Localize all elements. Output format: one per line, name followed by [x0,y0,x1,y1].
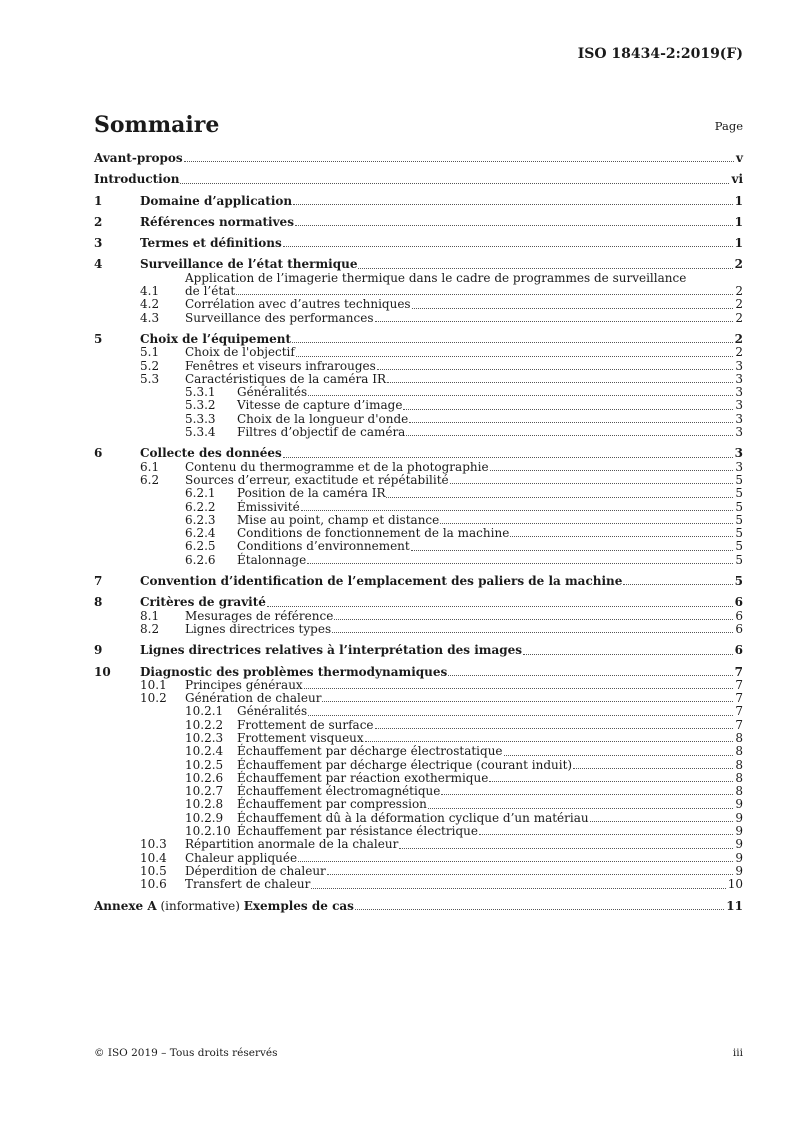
dot-leader [358,268,732,269]
toc-entry-page: 7 [735,677,743,692]
toc-entry[interactable] [94,312,743,325]
toc-entry-page: v [736,151,743,165]
toc-entry-number: 10 [94,664,111,679]
toc-entry-page: 8 [735,744,743,759]
toc-entry[interactable] [94,272,743,299]
toc-entry-number: 10.2.7 [185,784,224,799]
toc-entry-number: 4.1 [140,284,160,299]
toc-entry[interactable] [94,759,743,772]
dot-leader [327,874,734,875]
toc-entry-title: Échauffement dû à la déformation cyclique d’un matériau [237,810,589,825]
dot-leader [283,457,733,458]
toc-entry-number: 6.2.4 [185,526,216,541]
toc-entry-number: 5.3.4 [185,425,216,440]
dot-leader [332,632,733,633]
toc-entry-number: 8.2 [140,621,160,636]
toc-entry-number: 2 [94,214,103,229]
toc-entry-page: 3 [735,398,743,413]
toc-entry-title: Vitesse de capture d’image [237,398,403,413]
dot-leader [334,619,733,620]
toc-entry[interactable] [94,596,743,609]
toc-entry-page: 5 [735,499,743,514]
dot-leader [184,161,734,162]
dot-leader [365,741,734,742]
toc-entry-title: Échauffement par compression [237,797,427,812]
dot-leader [409,422,733,423]
dot-leader [375,728,734,729]
toc-entry[interactable] [94,413,743,426]
dot-leader [307,563,733,564]
toc-entry-number: 10.2.8 [185,797,224,812]
dot-leader [573,768,733,769]
toc-entry-number: 10.2.4 [185,744,224,759]
toc-entry-page: 9 [735,810,743,825]
dot-leader [301,510,734,511]
toc-entry-page: 8 [735,757,743,772]
annex-type: (informative) [156,898,244,913]
toc-entry[interactable] [94,461,743,474]
toc-entry-number: 5 [94,331,103,346]
toc-entry-title: Transfert de chaleur [185,877,311,892]
toc-entry[interactable] [94,610,743,623]
dot-leader [450,483,734,484]
dot-leader [406,435,733,436]
toc-entry-page: 5 [735,552,743,567]
dot-leader [377,369,734,370]
toc-entry-number: 10.2.3 [185,730,224,745]
toc-entry-title: Contenu du thermogramme et de la photographie [185,459,489,474]
dot-leader [403,409,733,410]
toc-entry-page: 1 [734,193,743,208]
dot-leader [308,395,733,396]
toc-entry[interactable] [94,152,743,165]
annex-prefix: Annexe A [94,898,157,913]
toc-entry-title: Principes généraux [185,677,303,692]
toc-entry-title: Choix de l’équipement [140,331,292,346]
dot-leader [236,294,733,295]
toc-entry-page: 5 [735,539,743,554]
toc-entry-number: 10.2.10 [185,824,231,839]
toc-entry[interactable] [94,298,743,311]
toc-entry-number: 5.3.2 [185,398,216,413]
toc-entry-title: Surveillance des performances [185,310,374,325]
toc-entry[interactable] [94,346,743,359]
toc-entry-title: Choix de l'objectif [185,345,295,360]
toc-entry-page: 1 [734,214,743,229]
toc-entry-title: Échauffement par réaction exothermique [237,770,489,785]
toc-entry-number: 6.2.3 [185,512,216,527]
toc-entry-title: Position de la caméra IR [237,486,386,501]
toc-entry-page: 3 [735,411,743,426]
toc-entry-page: 1 [734,236,743,251]
toc-entry-page: 3 [735,385,743,400]
dot-leader [441,794,733,795]
toc-entry[interactable] [94,705,743,718]
dot-leader [308,715,733,716]
toc-entry-page: 3 [735,371,743,386]
toc-entry[interactable] [94,798,743,811]
toc-entry[interactable] [94,865,743,878]
dot-leader [296,356,734,357]
toc-entry[interactable] [94,852,743,865]
toc-entry[interactable] [94,333,743,346]
toc-entry-title: Échauffement électromagnétique [237,784,441,799]
toc-entry-number: 6.2.2 [185,499,216,514]
toc-entry-title: Conditions de fonctionnement de la machine [237,526,510,541]
toc-entry[interactable] [94,474,743,487]
dot-leader [295,225,733,226]
toc-entry-page: 5 [735,472,743,487]
toc-entry[interactable] [94,173,743,186]
toc-entry[interactable] [94,745,743,758]
page-title: Sommaire [94,112,220,138]
dot-leader [440,523,733,524]
table-of-contents [94,152,743,913]
annex-title [94,900,354,913]
dot-leader [523,654,733,655]
toc-entry-number: 6.1 [140,459,160,474]
doc-id-header: ISO 18434-2:2019(F) [577,46,743,62]
toc-entry-page: 9 [735,850,743,865]
toc-entry[interactable] [94,447,743,460]
toc-entry[interactable] [94,426,743,439]
toc-entry-title: Échauffement par décharge électrique (courant induit) [237,757,573,772]
toc-entry[interactable] [94,373,743,386]
toc-entry-number: 7 [94,574,103,589]
dot-leader [387,382,733,383]
toc-entry-page: 2 [734,331,743,346]
toc-entry-number: 10.2.9 [185,810,224,825]
toc-entry-page: 3 [735,358,743,373]
toc-entry[interactable] [94,514,743,527]
toc-entry-title: Critères de gravité [140,595,266,610]
toc-entry[interactable] [94,386,743,399]
toc-entry[interactable] [94,644,743,657]
toc-entry-title: Choix de la longueur d'onde [237,411,409,426]
toc-entry[interactable] [94,195,743,208]
dot-leader [355,909,724,910]
toc-entry-page: 2 [735,345,743,360]
dot-leader [322,701,733,702]
toc-entry-number: 5.3.3 [185,411,216,426]
dot-leader [504,755,734,756]
dot-leader [386,497,733,498]
toc-entry[interactable] [94,501,743,514]
toc-entry[interactable] [94,679,743,692]
dot-leader [479,834,733,835]
toc-entry-title: Introduction [94,172,180,187]
toc-entry[interactable] [94,575,743,588]
dot-leader [590,821,734,822]
toc-entry-number: 8 [94,595,103,610]
toc-entry-annex-a[interactable] [94,900,743,913]
toc-entry-title: Références normatives [140,214,294,229]
toc-entry-number: 10.2.5 [185,757,224,772]
toc-entry-number: 10.4 [140,850,167,865]
toc-entry[interactable] [94,360,743,373]
dot-leader [489,781,733,782]
annex-page: 11 [726,898,743,913]
page-column-label: Page [714,119,743,133]
toc-entry-page: 8 [735,770,743,785]
toc-entry-number: 10.2.1 [185,704,224,719]
toc-entry-page: 2 [735,297,743,312]
toc-entry-number: 4.2 [140,297,160,312]
toc-entry-page: 5 [735,526,743,541]
toc-entry-number: 10.6 [140,877,167,892]
toc-entry-page: 2 [735,310,743,325]
toc-entry[interactable] [94,399,743,412]
dot-leader [292,342,733,343]
toc-entry-title: Sources d’erreur, exactitude et répétabilité [185,472,449,487]
toc-entry-number: 8.1 [140,608,160,623]
toc-entry[interactable] [94,527,743,540]
toc-entry-page: 8 [735,730,743,745]
toc-entry-title: Étalonnage [237,552,307,567]
toc-entry-page: 2 [735,284,743,299]
dot-leader [283,246,733,247]
dot-leader [623,584,732,585]
toc-entry[interactable] [94,237,743,250]
toc-entry-title: Termes et définitions [140,236,282,251]
toc-entry-page: 9 [735,824,743,839]
toc-entry-title: Domaine d’application [140,193,293,208]
toc-entry-number: 5.3.1 [185,385,216,400]
toc-entry-page: vi [731,172,743,187]
toc-entry[interactable] [94,666,743,679]
dot-leader [311,888,725,889]
toc-entry[interactable] [94,878,743,891]
toc-entry-page: 5 [735,512,743,527]
toc-entry-title: Lignes directrices relatives à l’interprétation des images [140,643,523,658]
toc-entry-page: 9 [735,797,743,812]
toc-entry-title: Convention d’identification de l’emplacement des paliers de la machine [140,574,623,589]
toc-entry-title: Émissivité [237,499,300,514]
toc-entry-title: Conditions d’environnement [237,539,410,554]
toc-entry-page: 6 [734,643,743,658]
toc-entry-page: 7 [735,704,743,719]
toc-entry[interactable] [94,825,743,838]
toc-entry[interactable] [94,487,743,500]
toc-entry-page: 7 [735,717,743,732]
toc-entry[interactable] [94,258,743,271]
toc-entry-number: 10.1 [140,677,167,692]
dot-leader [267,606,733,607]
toc-entry-number: 5.2 [140,358,160,373]
dot-leader [428,808,733,809]
toc-entry-title: Avant-propos [94,151,183,165]
footer-copyright: © ISO 2019 – Tous droits réservés [94,1047,278,1059]
toc-entry-title: Généralités [237,385,308,400]
toc-entry-title: Surveillance de l’état thermique [140,257,358,272]
toc-entry-number: 5.3 [140,371,160,386]
toc-entry-number: 6.2 [140,472,160,487]
toc-entry-title: Généralités [237,704,308,719]
toc-entry-number: 9 [94,643,103,658]
annex-text: Exemples de cas [243,898,354,913]
toc-entry-number: 6.2.6 [185,552,216,567]
toc-entry-title: Caractéristiques de la caméra IR [185,371,386,386]
toc-entry-title: Application de l’imagerie thermique dans le cadre de programmes de surveillance [185,270,687,285]
toc-entry-title: Chaleur appliquée [185,850,298,865]
dot-leader [304,688,734,689]
toc-entry-number: 6.2.1 [185,486,216,501]
toc-entry-title: Répartition anormale de la chaleur [185,837,399,852]
toc-entry-title: Collecte des données [140,446,282,461]
toc-entry-number: 6.2.5 [185,539,216,554]
toc-entry-title-continued: de l’état [185,284,236,299]
toc-entry[interactable] [94,692,743,705]
toc-entry-page: 7 [734,664,743,679]
toc-entry-title: Frottement visqueux [237,730,364,745]
toc-entry[interactable] [94,216,743,229]
toc-entry-page: 6 [734,595,743,610]
toc-entry-page: 5 [735,486,743,501]
toc-entry-number: 10.2 [140,691,167,706]
toc-entry-page: 5 [734,574,743,589]
toc-entry-title: Déperdition de chaleur [185,863,326,878]
dot-leader [399,848,733,849]
dot-leader [180,183,729,184]
toc-entry-title: Génération de chaleur [185,691,322,706]
toc-entry-title: Mise au point, champ et distance [237,512,440,527]
toc-entry-page: 9 [735,837,743,852]
toc-entry[interactable] [94,623,743,636]
toc-entry-number: 10.2.2 [185,717,224,732]
toc-entry-page: 3 [735,459,743,474]
toc-entry-number: 6 [94,446,103,461]
toc-entry-page: 7 [735,691,743,706]
toc-entry-number: 10.2.6 [185,770,224,785]
toc-entry-page: 8 [735,784,743,799]
toc-entry[interactable] [94,719,743,732]
toc-entry-title: Lignes directrices types [185,621,332,636]
dot-leader [490,470,734,471]
toc-entry-title: Mesurages de référence [185,608,334,623]
toc-entry[interactable] [94,838,743,851]
toc-entry-number: 4 [94,257,103,272]
toc-entry-title: Diagnostic des problèmes thermodynamiques [140,664,448,679]
toc-entry-page: 9 [735,863,743,878]
toc-entry-number: 4.3 [140,310,160,325]
toc-entry[interactable] [94,554,743,567]
toc-entry[interactable] [94,540,743,553]
toc-entry-title: Fenêtres et viseurs infrarouges [185,358,376,373]
dot-leader [448,675,732,676]
toc-entry-number: 10.5 [140,863,167,878]
toc-entry-title: Échauffement par décharge électrostatique [237,744,503,759]
toc-entry-number: 1 [94,193,103,208]
toc-entry-title: Échauffement par résistance électrique [237,824,478,839]
dot-leader [298,861,733,862]
toc-entry-number: 10.3 [140,837,167,852]
dot-leader [412,308,734,309]
toc-entry-page: 6 [735,608,743,623]
toc-entry-number: 3 [94,236,103,251]
dot-leader [293,204,733,205]
toc-entry-title: Filtres d’objectif de caméra [237,425,406,440]
dot-leader [375,321,734,322]
footer-page-number: iii [732,1047,743,1059]
dot-leader [510,536,733,537]
toc-entry-page: 3 [734,446,743,461]
toc-entry-number: 5.1 [140,345,160,360]
toc-entry-page: 6 [735,621,743,636]
toc-entry-title: Frottement de surface [237,717,374,732]
toc-entry-page: 10 [727,877,743,892]
toc-entry-title: Corrélation avec d’autres techniques [185,297,411,312]
dot-leader [411,550,734,551]
toc-entry-page: 3 [735,425,743,440]
toc-entry-page: 2 [734,257,743,272]
